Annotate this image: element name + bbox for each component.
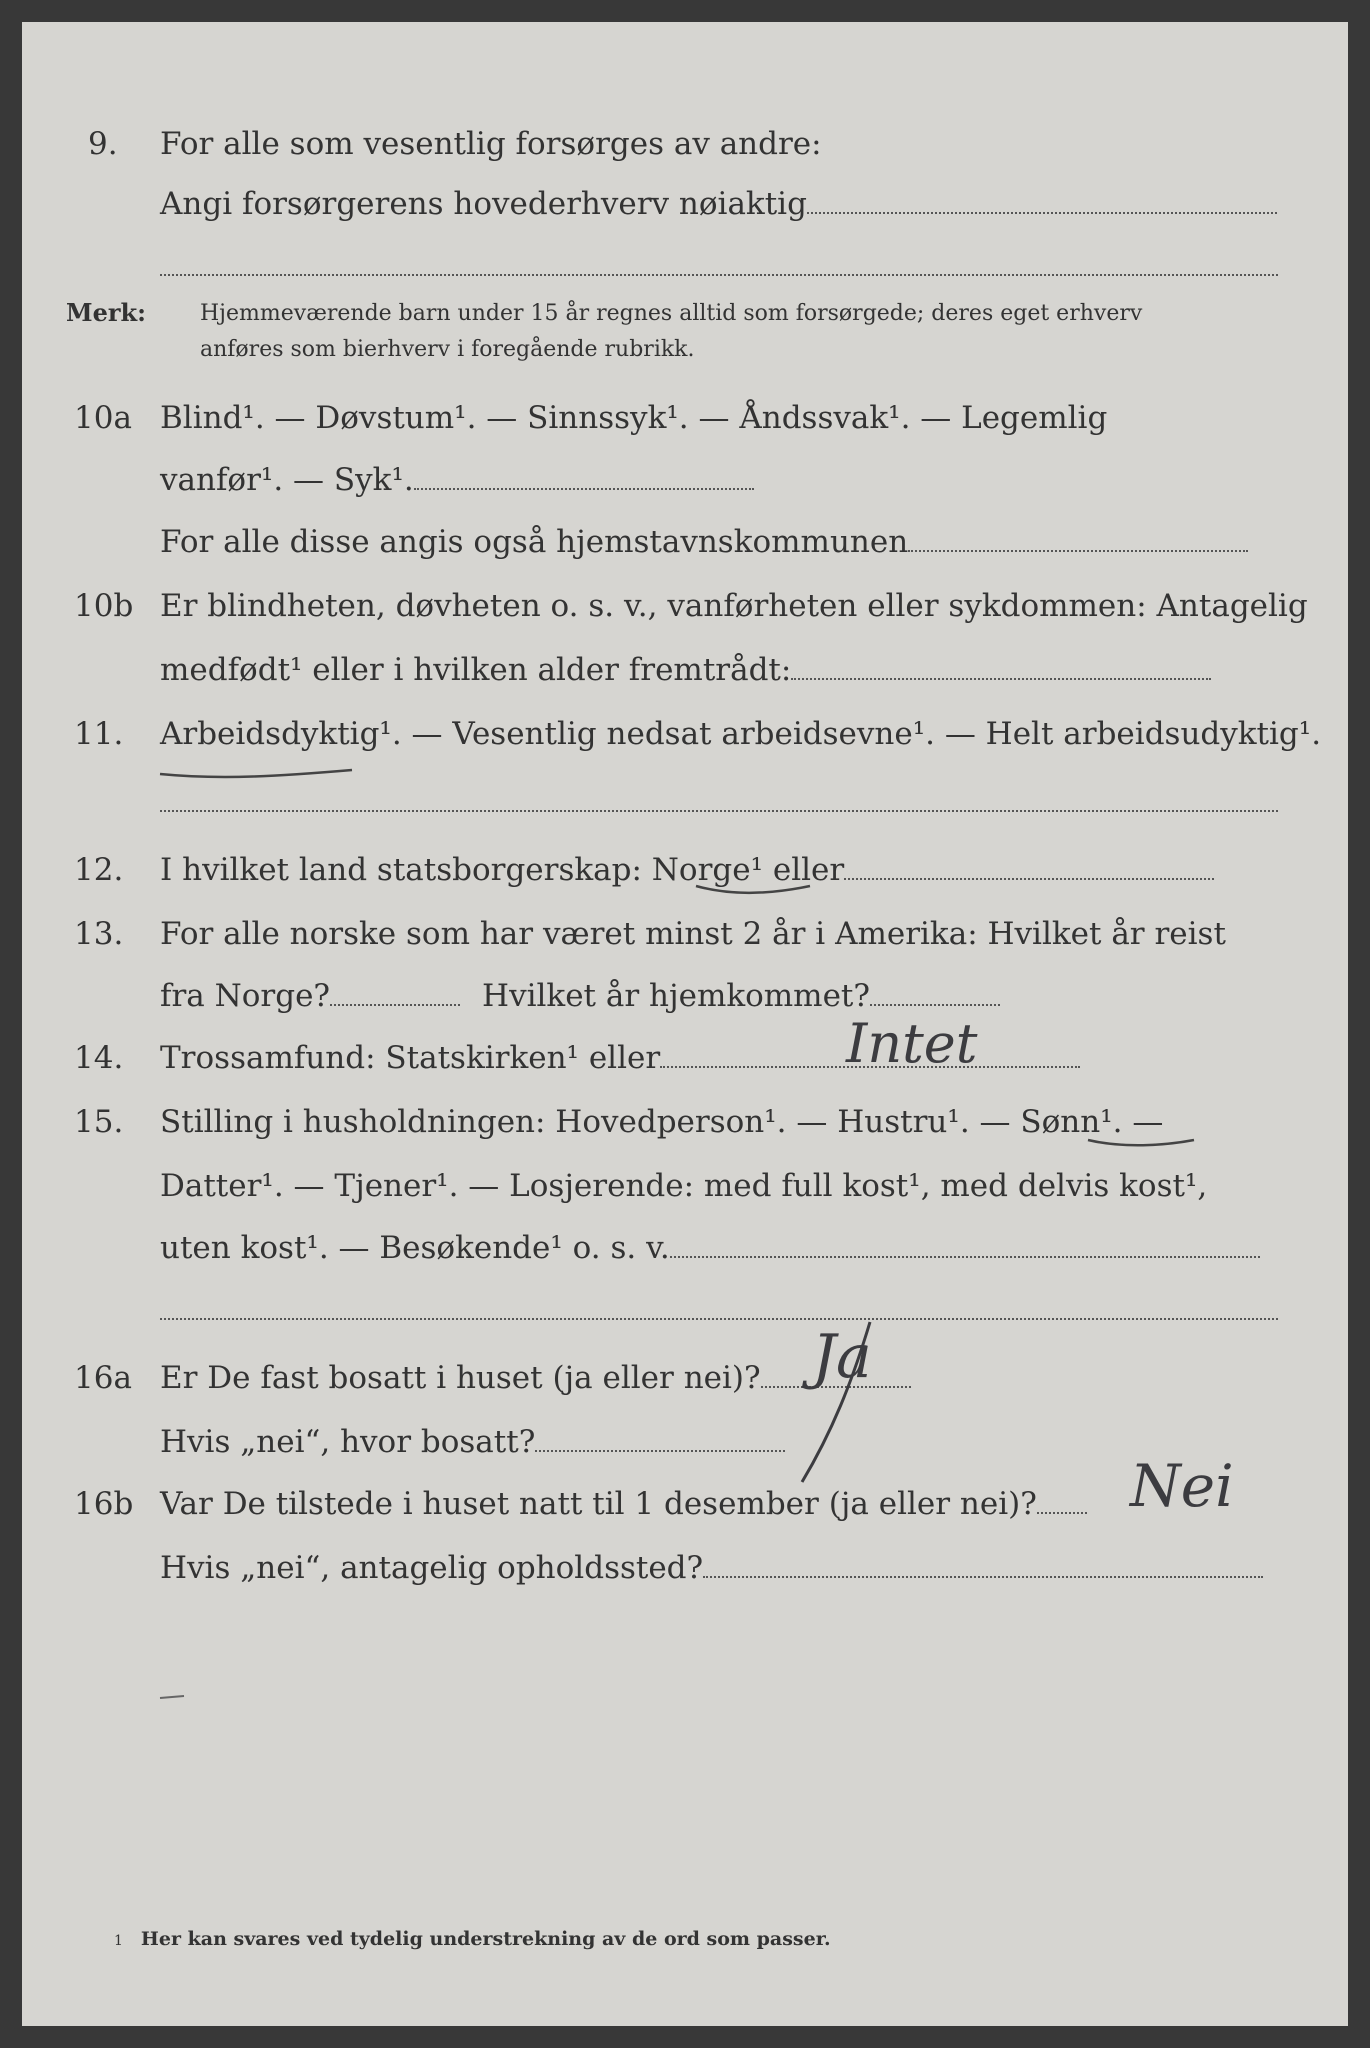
footnote-marker: 1 bbox=[114, 1933, 123, 1949]
handwritten-underlines bbox=[22, 22, 1348, 2026]
q10b-line2-text: medfødt¹ eller i hvilken alder fremtrådt: bbox=[160, 652, 792, 688]
underline-arbeidsdyktig bbox=[160, 770, 352, 777]
stray-mark bbox=[160, 1696, 184, 1698]
item-number-14: 14. bbox=[74, 1040, 124, 1076]
note-line2: anføres som bierhverv i foregående rubrikk. bbox=[200, 337, 695, 362]
item-number-12: 12. bbox=[74, 852, 124, 888]
item-number-9: 9. bbox=[88, 126, 118, 162]
q11-line1: Arbeidsdyktig¹. — Vesentlig nedsat arbeidsevne¹. — Helt arbeidsudyktig¹. bbox=[160, 716, 1322, 752]
q9-line1: For alle som vesentlig forsørges av andre: bbox=[160, 126, 822, 162]
item-number-11: 11. bbox=[74, 716, 124, 752]
q16b-line1-text: Var De tilstede i huset natt til 1 desember (ja eller nei)? bbox=[160, 1486, 1037, 1522]
note-label: Merk: bbox=[66, 298, 146, 327]
item-number-15: 15. bbox=[74, 1104, 124, 1140]
q16b-line2-text: Hvis „nei“, antagelig opholdssted? bbox=[160, 1550, 704, 1586]
q15-line3-text: uten kost¹. — Besøkende¹ o. s. v. bbox=[160, 1230, 670, 1266]
item-number-16b: 16b bbox=[74, 1486, 134, 1522]
item-number-16a: 16a bbox=[74, 1360, 132, 1396]
q12-line1-text: I hvilket land statsborgerskap: Norge¹ eller bbox=[160, 852, 845, 888]
stroke-ja-descender bbox=[802, 1322, 870, 1482]
underline-norge bbox=[696, 886, 810, 893]
q13-line2b-text: Hvilket år hjemkommet? bbox=[482, 978, 871, 1014]
note-line1: Hjemmeværende barn under 15 år regnes alltid som forsørgede; deres eget erhverv bbox=[200, 301, 1143, 326]
q13-line2a-text: fra Norge? bbox=[160, 978, 331, 1014]
census-form-page bbox=[22, 22, 1348, 2026]
q15-line2: Datter¹. — Tjener¹. — Losjerende: med full kost¹, med delvis kost¹, bbox=[160, 1168, 1208, 1204]
q16a-line2-text: Hvis „nei“, hvor bosatt? bbox=[160, 1424, 536, 1460]
q14-line1-text: Trossamfund: Statskirken¹ eller bbox=[160, 1040, 661, 1076]
q16a-handwritten-answer: Ja bbox=[812, 1322, 872, 1392]
item-number-10b: 10b bbox=[74, 588, 134, 624]
underline-sonn bbox=[1088, 1140, 1194, 1145]
q10a-line1: Blind¹. — Døvstum¹. — Sinnssyk¹. — Åndssvak¹. — Legemlig bbox=[160, 400, 1108, 436]
q16b-handwritten-answer: Nei bbox=[1130, 1452, 1234, 1520]
item-number-10a: 10a bbox=[74, 400, 132, 436]
item-number-13: 13. bbox=[74, 916, 124, 952]
q13-line1: For alle norske som har været minst 2 år i Amerika: Hvilket år reist bbox=[160, 916, 1226, 952]
q10a-line2-text: vanfør¹. — Syk¹. bbox=[160, 462, 414, 498]
footnote-text: Her kan svares ved tydelig understrekning av de ord som passer. bbox=[140, 1928, 831, 1950]
q15-line1: Stilling i husholdningen: Hovedperson¹. — Hustru¹. — Sønn¹. — bbox=[160, 1104, 1164, 1140]
q16a-line1-text: Er De fast bosatt i huset (ja eller nei)? bbox=[160, 1360, 761, 1396]
q9-line2-text: Angi forsørgerens hovederhverv nøiaktig bbox=[160, 186, 807, 222]
q10b-line1: Er blindheten, døvheten o. s. v., vanførheten eller sykdommen: Antagelig bbox=[160, 588, 1308, 624]
q10a-line3-text: For alle disse angis også hjemstavnskommunen bbox=[160, 524, 909, 560]
q14-handwritten-answer: Intet bbox=[846, 1012, 978, 1075]
